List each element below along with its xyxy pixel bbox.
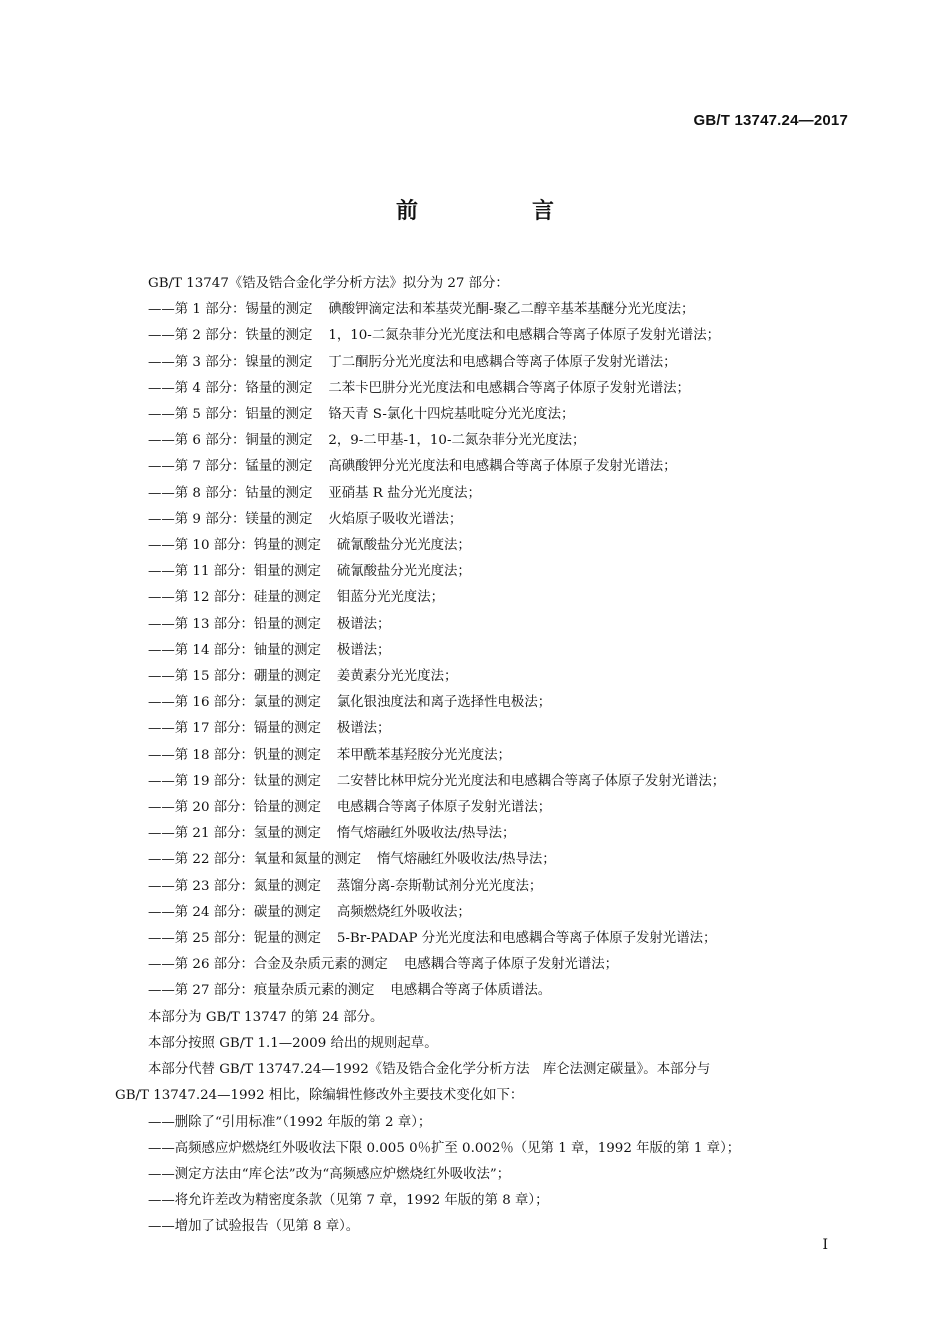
part-method: 亚硝基 R 盐分光光度法； [328,485,481,501]
part-method: 电感耦合等离子体质谱法。 [390,983,552,999]
list-item [115,664,850,690]
list-item [115,612,850,638]
part-label: ——第 2 部分：铁量的测定 [148,328,313,344]
part-method: 火焰原子吸收光谱法； [328,511,463,527]
part-label: ——第 10 部分：钨量的测定 [148,538,321,554]
drafting-rules: 本部分按照 GB/T 1.1—2009 给出的规则起草。 [148,1035,438,1051]
list-item [115,481,850,507]
list-item [115,323,850,349]
part-label: ——第 15 部分：硼量的测定 [148,669,321,685]
list-item [115,507,850,533]
list-item [115,847,850,873]
replaces-paragraph-line-1: 本部分代替 GB/T 13747.24—1992《锆及锆合金化学分析方法 库仑法测定碳量》。本部分与 [148,1062,711,1078]
list-item [115,743,850,769]
part-method: 硫氰酸盐分光光度法； [336,564,471,580]
part-label: ——第 21 部分：氢量的测定 [148,826,321,842]
part-label: ——第 13 部分：铅量的测定 [148,616,321,632]
part-label: ——第 23 部分：氮量的测定 [148,878,321,894]
part-label: ——第 24 部分：碳量的测定 [148,904,321,920]
part-method: 高碘酸钾分光光度法和电感耦合等离子体原子发射光谱法； [328,459,677,475]
part-label: ——第 16 部分：氯量的测定 [148,695,321,711]
part-label: ——第 19 部分：钛量的测定 [148,773,321,789]
part-label: ——第 20 部分：铪量的测定 [148,800,321,816]
list-item [115,952,850,978]
part-label: ——第 17 部分：镉量的测定 [148,721,321,737]
list-item [115,874,850,900]
part-method: 硫氰酸盐分光光度法； [336,538,471,554]
list-item: ——高频感应炉燃烧红外吸收法下限 0.005 0％扩至 0.002％（见第 1 章，1992 年版的第 1 章）； [148,1140,741,1156]
part-method: 极谱法； [336,721,391,737]
list-item [115,690,850,716]
part-label: ——第 14 部分：铀量的测定 [148,642,321,658]
part-label: ——第 25 部分：铌量的测定 [148,931,321,947]
part-label: ——第 7 部分：锰量的测定 [148,459,313,475]
list-item [115,428,850,454]
part-method: 姜黄素分光光度法； [336,669,458,685]
standard-number: GB/T 13747.24—2017 [693,112,848,129]
list-item [115,350,850,376]
part-label: ——第 11 部分：钼量的测定 [148,564,321,580]
part-label: ——第 26 部分：合金及杂质元素的测定 [148,957,388,973]
list-item [115,769,850,795]
list-item [115,533,850,559]
part-method: 电感耦合等离子体原子发射光谱法； [403,957,619,973]
part-statement: 本部分为 GB/T 13747 的第 24 部分。 [148,1009,384,1025]
part-method: 极谱法； [336,616,391,632]
list-item: ——删除了“引用标准”（1992 年版的第 2 章）； [148,1114,432,1130]
part-label: ——第 5 部分：铝量的测定 [148,407,313,423]
part-method: 惰气熔融红外吸收法/热导法； [377,852,556,868]
part-method: 2，9-二甲基-1，10-二氮杂菲分光光度法； [328,433,586,449]
part-label: ——第 12 部分：硅量的测定 [148,590,321,606]
parts-list [115,297,850,1004]
list-item [115,978,850,1004]
part-method: 苯甲酰苯基羟胺分光光度法； [336,747,511,763]
part-label: ——第 8 部分：钴量的测定 [148,485,313,501]
part-label: ——第 22 部分：氧量和氮量的测定 [148,852,362,868]
document-body [115,271,850,1241]
list-item [115,454,850,480]
part-method: 极谱法； [336,642,391,658]
part-label: ——第 9 部分：镁量的测定 [148,511,313,527]
list-item: ——将允许差改为精密度条款（见第 7 章，1992 年版的第 8 章）； [148,1193,549,1209]
part-method: 5-Br-PADAP 分光光度法和电感耦合等离子体原子发射光谱法； [336,931,717,947]
part-label: ——第 3 部分：镍量的测定 [148,354,313,370]
intro-paragraph: GB/T 13747《锆及锆合金化学分析方法》拟分为 27 部分： [148,276,509,291]
part-label: ——第 27 部分：痕量杂质元素的测定 [148,983,375,999]
part-method: 1，10-二氮杂菲分光光度法和电感耦合等离子体原子发射光谱法； [328,328,720,344]
part-label: ——第 1 部分：锡量的测定 [148,302,313,318]
part-label: ——第 6 部分：铜量的测定 [148,433,313,449]
part-method: 丁二酮肟分光光度法和电感耦合等离子体原子发射光谱法； [328,354,677,370]
part-method: 二安替比林甲烷分光光度法和电感耦合等离子体原子发射光谱法； [336,773,726,789]
list-item [115,559,850,585]
list-item [115,795,850,821]
list-item [115,297,850,323]
part-method: 高频燃烧红外吸收法； [336,904,471,920]
list-item [115,821,850,847]
part-method: 二苯卡巴肼分光光度法和电感耦合等离子体原子发射光谱法； [328,380,690,396]
part-label: ——第 4 部分：铬量的测定 [148,380,313,396]
page-number: I [822,1237,828,1253]
list-item [115,716,850,742]
list-item: ——测定方法由“库仑法”改为“高频感应炉燃烧红外吸收法”； [148,1166,511,1182]
page-title: 前 言 [395,199,600,224]
list-item: ——增加了试验报告（见第 8 章）。 [148,1219,360,1235]
part-method: 钼蓝分光光度法； [336,590,444,606]
part-method: 碘酸钾滴定法和苯基荧光酮-聚乙二醇辛基苯基醚分光光度法； [328,302,695,318]
part-method: 氯化银浊度法和离子选择性电极法； [336,695,552,711]
list-item [115,926,850,952]
replaces-paragraph-line-2: GB/T 13747.24—1992 相比，除编辑性修改外主要技术变化如下： [115,1088,524,1104]
list-item [115,585,850,611]
list-item [115,900,850,926]
part-method: 电感耦合等离子体原子发射光谱法； [336,800,552,816]
list-item [115,376,850,402]
part-label: ——第 18 部分：钒量的测定 [148,747,321,763]
list-item [115,402,850,428]
list-item [115,638,850,664]
part-method: 惰气熔融红外吸收法/热导法； [336,826,516,842]
changes-list [115,1110,850,1241]
part-method: 蒸馏分离-奈斯勒试剂分光光度法； [336,878,543,894]
part-method: 铬天青 S-氯化十四烷基吡啶分光光度法； [328,407,575,423]
